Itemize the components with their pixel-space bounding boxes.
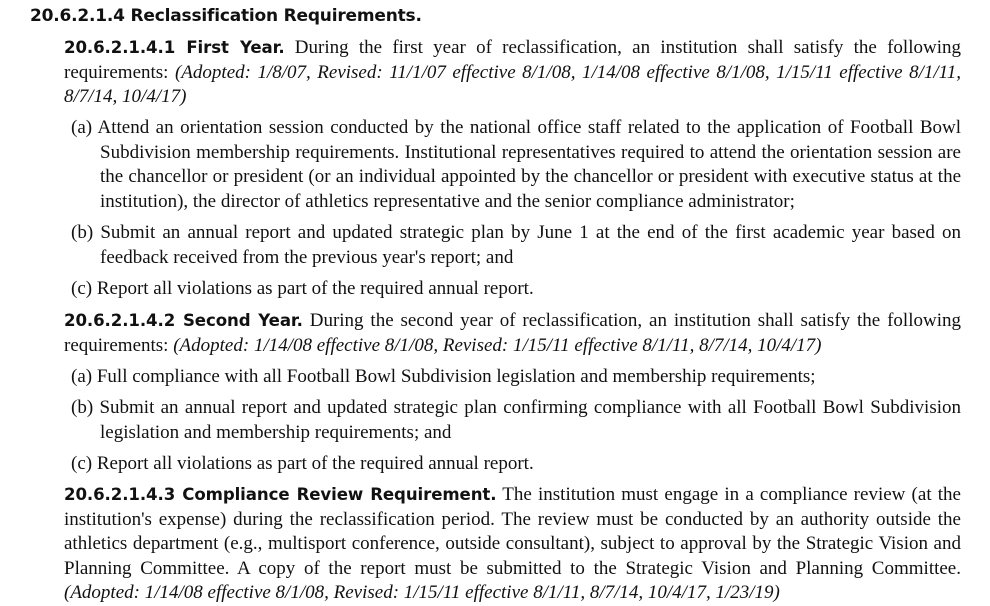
second-year-item-c (71, 452, 961, 477)
first-year-number: 20.6.2.1.4.1 (64, 38, 176, 57)
first-year-paragraph (64, 36, 961, 110)
compliance-review-title: Compliance Review Requirement. (182, 485, 497, 504)
first-year-text: During the first year of reclassification, an institution shall satisfy the following requirements: (64, 37, 961, 83)
item-marker: (b) (71, 222, 94, 243)
compliance-review-number: 20.6.2.1.4.3 (64, 485, 176, 504)
section-title: Reclassification Requirements. (130, 6, 422, 26)
item-text: Report all violations as part of the required annual report. (92, 278, 534, 299)
second-year-title: Second Year. (182, 311, 303, 330)
second-year-heading (64, 311, 303, 330)
compliance-review-text: The institution must engage in a compliance review (at the institution's expense) during the reclassification period. The review must be conducted by an authority outside the athletics department (e.g., multisport conference, outside consultant), subject to approval by the Strategic Vision and Planning Committee. A copy of the report must be submitted to the Strategic Vision and Planning Committee. (64, 484, 961, 579)
first-year-heading (64, 38, 285, 57)
second-year-text: During the second year of reclassification, an institution shall satisfy the following requirements: (64, 310, 961, 356)
first-year-item-c (71, 277, 961, 302)
second-year-history: (Adopted: 1/14/08 effective 8/1/08, Revised: 1/15/11 effective 8/1/11, 8/7/14, 10/4/17) (173, 334, 822, 356)
item-marker: (c) (71, 453, 93, 474)
item-marker: (c) (71, 278, 93, 299)
first-year-history: (Adopted: 1/8/07, Revised: 11/1/07 effective 8/1/08, 1/14/08 effective 8/1/08, 1/15/11 effective 8/1/11, 8/7/14, 10/4/17) (64, 61, 961, 108)
second-year-paragraph (64, 309, 961, 358)
second-year-item-a (71, 365, 961, 390)
item-marker: (a) (71, 366, 93, 387)
item-text: Submit an annual report and updated strategic plan by June 1 at the end of the first academic year based on feedback received from the previous year's report; and (93, 222, 961, 268)
section-number: 20.6.2.1.4 (30, 6, 125, 26)
second-year-number: 20.6.2.1.4.2 (64, 311, 176, 330)
section-heading (30, 3, 422, 29)
second-year-item-b (71, 396, 961, 445)
compliance-review-history: (Adopted: 1/14/08 effective 8/1/08, Revised: 1/15/11 effective 8/1/11, 8/7/14, 10/4/17, 1/23/19) (64, 582, 780, 604)
item-text: Report all violations as part of the required annual report. (92, 453, 534, 474)
item-text: Attend an orientation session conducted by the national office staff related to the application of Football Bowl Subdivision membership requirements. Institutional representatives required to attend the orientation session are the chancellor or president (or an individual appointed by the chancellor or president with executive status at the institution), the director of athletics representative and the senior compliance administrator; (92, 117, 961, 212)
compliance-review-heading (64, 485, 496, 504)
item-marker: (b) (71, 397, 94, 418)
item-text: Full compliance with all Football Bowl Subdivision legislation and membership requirements; (92, 366, 816, 387)
first-year-title: First Year. (186, 38, 285, 57)
compliance-review-paragraph (64, 483, 961, 606)
item-marker: (a) (71, 117, 93, 138)
item-text: Submit an annual report and updated strategic plan confirming compliance with all Football Bowl Subdivision legislation and membership requirements; and (93, 397, 961, 443)
first-year-item-a (71, 116, 961, 214)
first-year-item-b (71, 221, 961, 270)
